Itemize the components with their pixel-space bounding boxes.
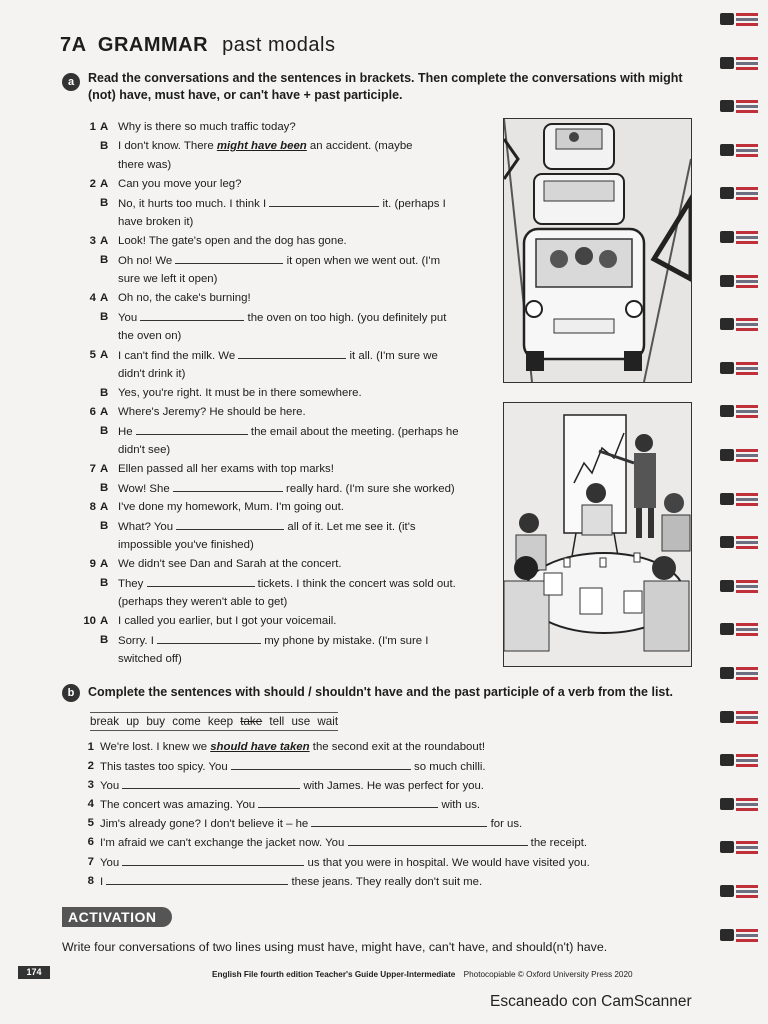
conversation-line — [82, 346, 492, 365]
conversation-line — [82, 289, 492, 308]
item-number: 5 — [87, 817, 94, 830]
item-number: 8 — [89, 501, 96, 513]
sentence-line — [82, 814, 642, 833]
speaker-label: B — [100, 577, 109, 589]
instruction-line-2: (not) have, must have, or can't have + past participle. — [88, 88, 403, 102]
line-text-start: (perhaps they weren't able to get) — [118, 596, 288, 608]
line-text-start: He — [118, 426, 136, 438]
spiral-coil — [720, 184, 760, 202]
line-text — [100, 833, 587, 853]
line-text — [118, 498, 344, 517]
sentence-line — [82, 872, 642, 891]
section-subheading: past modals — [222, 34, 336, 56]
line-text-start: Look! The gate's open and the dog has gone. — [118, 235, 347, 247]
line-text-start: No, it hurts too much. I think I — [118, 198, 270, 210]
line-text-start: We didn't see Dan and Sarah at the concert. — [118, 558, 342, 570]
answer-blank[interactable] — [348, 833, 528, 846]
answer-blank[interactable] — [157, 631, 261, 644]
answer-blank[interactable] — [136, 422, 248, 435]
line-text-start: switched off) — [118, 653, 182, 665]
speaker-label: B — [100, 311, 109, 323]
answer-blank[interactable] — [147, 574, 255, 587]
spiral-coil — [720, 315, 760, 333]
conversation-line — [82, 118, 492, 137]
exercise-b-badge: b — [62, 684, 80, 702]
word-option: wait — [317, 715, 339, 728]
speaker-label: B — [100, 387, 109, 399]
item-number: 6 — [89, 406, 96, 418]
line-text — [100, 872, 482, 892]
spiral-coil — [720, 577, 760, 595]
line-text-start: Jim's already gone? I don't believe it – he — [100, 818, 312, 831]
line-text — [118, 175, 241, 194]
traffic-jam-illustration — [503, 118, 692, 383]
line-text — [100, 853, 590, 873]
conversation-line — [82, 498, 492, 517]
line-text — [118, 137, 413, 156]
spiral-coil — [720, 272, 760, 290]
exercise-a-badge: a — [62, 73, 80, 91]
word-option: keep — [207, 715, 234, 728]
item-number: 7 — [89, 463, 96, 475]
spiral-coil — [720, 926, 760, 944]
scanner-watermark: Escaneado con CamScanner — [490, 993, 692, 1010]
line-text-end: my phone by mistake. (I'm sure I — [261, 635, 429, 647]
answer-blank[interactable] — [311, 814, 487, 827]
line-text-start: Yes, you're right. It must be in there somewhere. — [118, 387, 362, 399]
word-option: tell — [269, 715, 285, 728]
line-text-start: I've done my homework, Mum. I'm going out. — [118, 501, 344, 513]
line-text — [118, 327, 181, 346]
line-text — [100, 776, 484, 796]
line-text-start: the oven on) — [118, 330, 182, 342]
line-text-start: I can't find the milk. We — [118, 350, 239, 362]
item-number: 1 — [89, 121, 96, 133]
line-text — [118, 631, 428, 651]
line-text-end: these jeans. They really don't suit me. — [288, 875, 483, 888]
line-text-start: Oh no, the cake's burning! — [118, 292, 251, 304]
spiral-coil — [720, 54, 760, 72]
line-text-start: didn't see) — [118, 444, 171, 456]
line-text — [118, 593, 287, 612]
line-text-start: You — [100, 856, 123, 869]
line-text — [118, 194, 446, 214]
line-text-start: there was) — [118, 159, 172, 171]
spiral-coil — [720, 882, 760, 900]
line-text-end: really hard. (I'm sure she worked) — [282, 483, 455, 495]
line-text-end: tickets. I think the concert was sold out. — [254, 578, 456, 590]
word-option: use — [291, 715, 311, 728]
speaker-label: A — [100, 121, 109, 133]
item-number: 9 — [89, 558, 96, 570]
spiral-coil — [720, 533, 760, 551]
item-number: 3 — [89, 235, 96, 247]
word-option: come — [172, 715, 201, 728]
line-text-start: You — [100, 780, 123, 793]
conversation-line — [82, 365, 492, 384]
exercise-a-conversations — [82, 118, 492, 669]
spiral-coil — [720, 708, 760, 726]
answer-blank[interactable] — [238, 346, 346, 359]
line-text-end: with James. He was perfect for you. — [300, 780, 484, 793]
business-meeting-illustration — [503, 402, 692, 667]
conversation-line — [82, 270, 492, 289]
line-text — [100, 757, 486, 777]
line-text — [118, 289, 251, 308]
conversation-line — [82, 517, 492, 536]
line-text-end: with us. — [438, 799, 481, 812]
line-text-start: Can you move your leg? — [118, 178, 242, 190]
word-option: buy — [146, 715, 166, 728]
spiral-coil — [720, 795, 760, 813]
instruction-line-1: Read the conversations and the sentences in brackets. Then complete the conversations with might — [88, 71, 683, 85]
line-text-end: for us. — [487, 818, 523, 831]
spiral-coil — [720, 402, 760, 420]
line-text-end: the email about the meeting. (perhaps he — [247, 426, 459, 438]
conversation-line — [82, 137, 492, 156]
speaker-label: A — [100, 235, 109, 247]
line-text-end: all of it. Let me see it. (it's — [284, 521, 416, 533]
spiral-binding — [720, 10, 760, 970]
line-text-start: I called you earlier, but I got your voicemail. — [118, 615, 337, 627]
conversation-line — [82, 612, 492, 631]
spiral-coil — [720, 490, 760, 508]
speaker-label: A — [100, 558, 109, 570]
line-text — [118, 517, 416, 537]
line-text — [100, 738, 485, 757]
line-text — [118, 650, 182, 669]
line-text-end: the receipt. — [527, 837, 588, 850]
speaker-label: A — [100, 501, 109, 513]
line-text-end: it open when we went out. (I'm — [283, 255, 441, 267]
line-text-start: This tastes too spicy. You — [100, 761, 231, 774]
line-text-end: the oven on too high. (you definitely put — [244, 312, 447, 324]
answer-blank[interactable] — [269, 194, 379, 207]
conversation-line — [82, 308, 492, 327]
exercise-b-sentences — [82, 738, 642, 891]
exercise-a-instruction — [88, 70, 698, 104]
line-text — [100, 814, 522, 834]
answer-blank[interactable] — [176, 517, 284, 530]
speaker-label: A — [100, 292, 109, 304]
conversation-line — [82, 441, 492, 460]
answer-blank[interactable] — [173, 479, 283, 492]
conversation-line — [82, 175, 492, 194]
sentence-line — [82, 833, 642, 852]
line-text — [118, 612, 336, 631]
speaker-label: B — [100, 482, 109, 494]
line-text-end: the second exit at the roundabout! — [309, 741, 486, 753]
line-text-end: us that you were in hospital. We would have visited you. — [304, 856, 590, 869]
item-number: 1 — [87, 741, 94, 753]
line-text-start: Oh no! We — [118, 255, 176, 267]
example-answer: should have taken — [210, 741, 310, 753]
conversation-line — [82, 403, 492, 422]
word-option: take — [240, 715, 263, 728]
line-text-start: They — [118, 578, 147, 590]
line-text — [100, 795, 480, 815]
speaker-label: B — [100, 634, 109, 646]
line-text-end: it all. (I'm sure we — [346, 350, 438, 362]
line-text-start: Why is there so much traffic today? — [118, 121, 296, 133]
conversation-line — [82, 631, 492, 650]
item-number: 6 — [87, 836, 94, 849]
conversation-line — [82, 213, 492, 232]
conversation-line — [82, 479, 492, 498]
activation-task: Write four conversations of two lines using must have, might have, can't have, and should(n't) have. — [62, 940, 608, 954]
spiral-coil — [720, 751, 760, 769]
exercise-b-instruction: Complete the sentences with should / shouldn't have and the past participle of a verb from the list. — [88, 685, 674, 699]
spiral-coil — [720, 838, 760, 856]
sentence-line — [82, 776, 642, 795]
spiral-coil — [720, 141, 760, 159]
item-number: 2 — [89, 178, 96, 190]
sentence-line — [82, 757, 642, 776]
line-text-start: didn't drink it) — [118, 368, 186, 380]
line-text-start: Wow! She — [118, 483, 173, 495]
line-text — [118, 441, 170, 460]
line-text-end: it. (perhaps I — [379, 198, 446, 210]
conversation-line — [82, 574, 492, 593]
sentence-line — [82, 853, 642, 872]
item-number: 4 — [89, 292, 96, 304]
line-text-start: sure we left it open) — [118, 273, 218, 285]
line-text — [118, 365, 185, 384]
speaker-label: B — [100, 425, 109, 437]
line-text-start: Where's Jeremy? He should be here. — [118, 406, 306, 418]
verb-word-list — [90, 712, 338, 731]
line-text — [118, 574, 456, 594]
conversation-line — [82, 251, 492, 270]
line-text-start: The concert was amazing. You — [100, 799, 259, 812]
footer-credit — [212, 970, 633, 979]
conversation-line — [82, 327, 492, 346]
line-text — [118, 118, 296, 137]
item-number: 7 — [87, 855, 94, 868]
line-text-start: I — [100, 875, 107, 888]
answer-blank[interactable] — [258, 795, 438, 808]
conversation-line — [82, 232, 492, 251]
item-number: 4 — [87, 798, 94, 811]
speaker-label: A — [100, 615, 109, 627]
line-text — [118, 270, 217, 289]
line-text — [118, 460, 334, 479]
page-number: 174 — [18, 966, 50, 979]
item-number: 3 — [87, 779, 94, 792]
book-title: English File fourth edition Teacher's Guide Upper-Intermediate — [212, 970, 456, 979]
speaker-label: B — [100, 254, 109, 266]
spiral-coil — [720, 446, 760, 464]
line-text — [118, 308, 446, 328]
answer-blank[interactable] — [122, 853, 304, 866]
conversation-line — [82, 593, 492, 612]
line-text-start: Ellen passed all her exams with top marks! — [118, 463, 334, 475]
conversation-line — [82, 194, 492, 213]
line-text — [118, 251, 440, 271]
spiral-coil — [720, 359, 760, 377]
line-text-start: What? You — [118, 521, 177, 533]
spiral-coil — [720, 10, 760, 28]
speaker-label: A — [100, 406, 109, 418]
line-text-start: You — [118, 312, 141, 324]
answer-blank[interactable] — [140, 308, 244, 321]
spiral-coil — [720, 664, 760, 682]
line-text — [118, 213, 193, 232]
item-number: 10 — [83, 615, 96, 627]
speaker-label: B — [100, 520, 109, 532]
word-option: break up — [90, 715, 140, 728]
conversation-line — [82, 460, 492, 479]
speaker-label: B — [100, 197, 109, 209]
line-text-start: We're lost. I knew we — [100, 741, 211, 753]
conversation-line — [82, 422, 492, 441]
item-number: 5 — [89, 349, 96, 361]
answer-blank[interactable] — [231, 757, 411, 770]
spiral-coil — [720, 97, 760, 115]
speaker-label: A — [100, 178, 109, 190]
item-number: 2 — [87, 760, 94, 773]
conversation-line — [82, 555, 492, 574]
activation-label: ACTIVATION — [62, 907, 172, 927]
line-text — [118, 403, 306, 422]
conversation-line — [82, 384, 492, 403]
line-text-start: Sorry. I — [118, 635, 158, 647]
line-text-end: so much chilli. — [410, 761, 486, 774]
answer-blank[interactable] — [175, 251, 283, 264]
conversation-line — [82, 650, 492, 669]
line-text — [118, 384, 362, 403]
page-title — [60, 34, 335, 57]
line-text — [118, 536, 254, 555]
line-text — [118, 346, 438, 366]
line-text — [118, 232, 347, 251]
answer-blank[interactable] — [122, 776, 300, 789]
line-text-start: I'm afraid we can't exchange the jacket now. You — [100, 837, 348, 850]
line-text — [118, 479, 455, 499]
conversation-line — [82, 156, 492, 175]
example-answer: might have been — [216, 140, 307, 152]
conversation-line — [82, 536, 492, 555]
copyright-notice: Photocopiable © Oxford University Press 2020 — [463, 970, 633, 979]
line-text-end: an accident. (maybe — [306, 140, 413, 152]
speaker-label: B — [100, 140, 109, 152]
line-text — [118, 156, 171, 175]
line-text-start: have broken it) — [118, 216, 194, 228]
section-heading: GRAMMAR — [97, 34, 209, 56]
answer-blank[interactable] — [106, 872, 288, 885]
item-number: 8 — [87, 874, 94, 887]
spiral-coil — [720, 228, 760, 246]
sentence-line — [82, 738, 642, 757]
line-text-start: I don't know. There — [118, 140, 217, 152]
speaker-label: A — [100, 463, 109, 475]
line-text — [118, 422, 459, 442]
unit-code: 7A — [60, 34, 86, 56]
speaker-label: A — [100, 349, 109, 361]
sentence-line — [82, 795, 642, 814]
line-text — [118, 555, 342, 574]
line-text-start: impossible you've finished) — [118, 539, 254, 551]
spiral-coil — [720, 620, 760, 638]
